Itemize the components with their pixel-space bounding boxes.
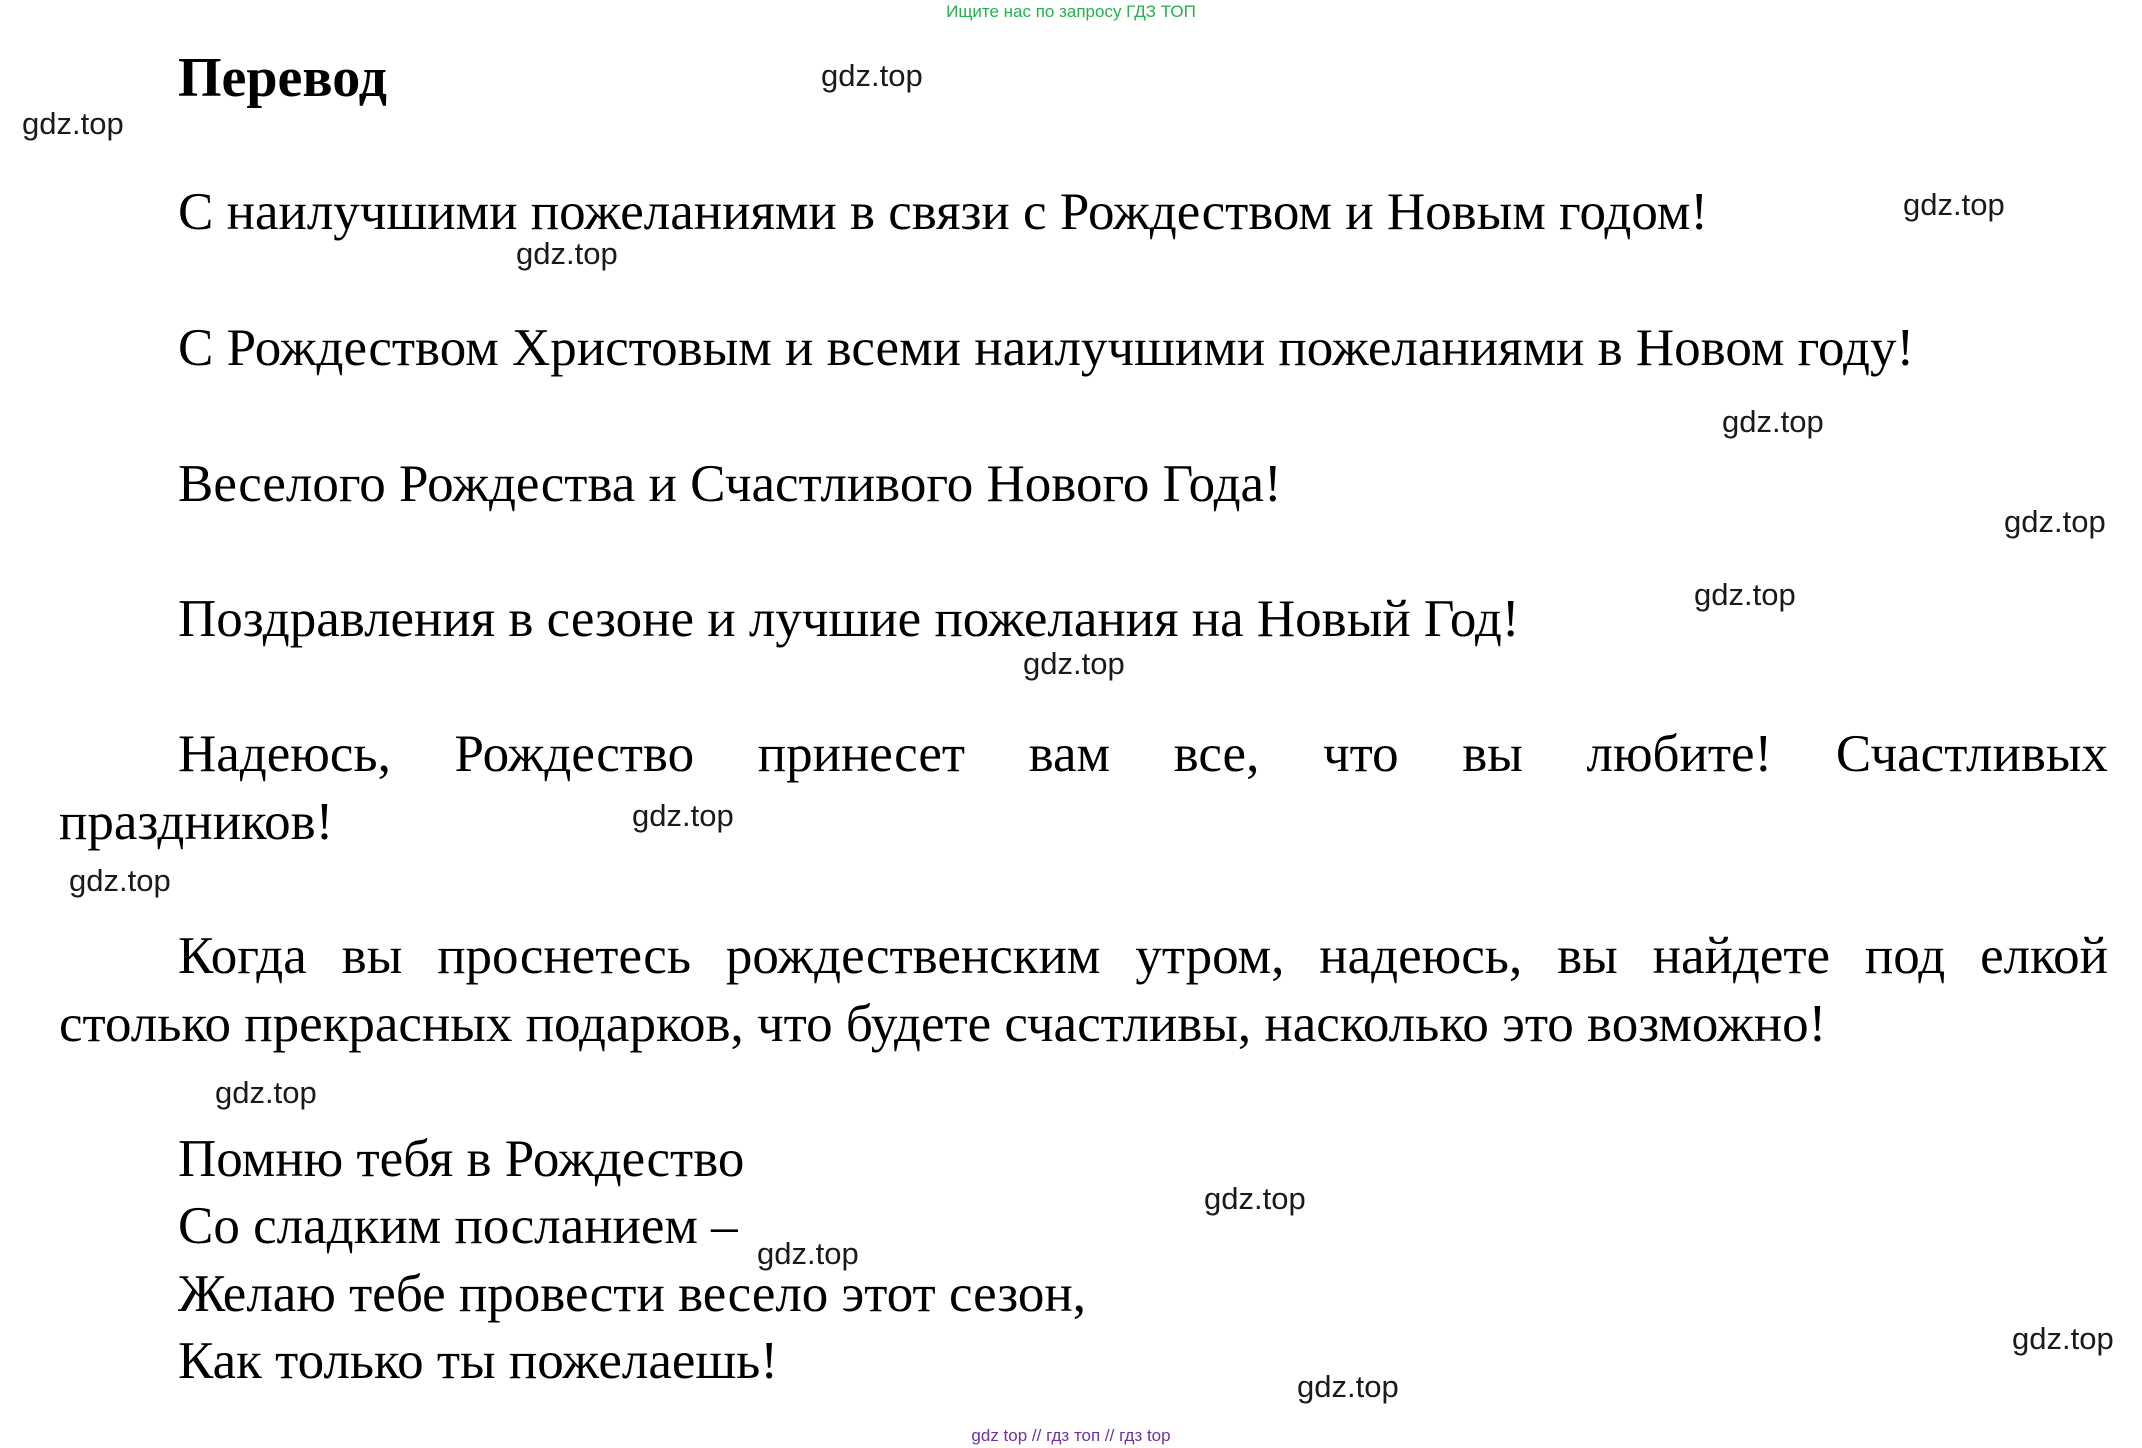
bottom-watermark-note: gdz top // гдз топ // гдз top [971, 1426, 1171, 1445]
paragraph-5-line-2: праздников! [59, 793, 334, 851]
watermark: gdz.top [69, 863, 171, 898]
paragraph-6-line-1: Когда вы проснетесь рождественским утром, надеюсь, вы найдете под елкой [178, 927, 2108, 985]
watermark: gdz.top [2012, 1321, 2114, 1356]
paragraph-4: Поздравления в сезоне и лучшие пожелания на Новый Год! [178, 590, 1520, 648]
watermark: gdz.top [1694, 577, 1796, 612]
watermark: gdz.top [516, 236, 618, 271]
watermark: gdz.top [821, 58, 923, 93]
watermark: gdz.top [22, 106, 124, 141]
watermark: gdz.top [1204, 1181, 1306, 1216]
watermark: gdz.top [1023, 646, 1125, 681]
paragraph-2: С Рождеством Христовым и всеми наилучшими пожеланиями в Новом году! [178, 319, 1915, 377]
top-search-note: Ищите нас по запросу ГДЗ ТОП [946, 2, 1196, 21]
poem-line-1: Помню тебя в Рождество [178, 1130, 745, 1188]
paragraph-3: Веселого Рождества и Счастливого Нового Года! [178, 455, 1282, 513]
paragraph-5-line-1: Надеюсь, Рождество принесет вам все, что вы любите! Счастливых [178, 725, 2108, 783]
poem-line-4: Как только ты пожелаешь! [178, 1332, 779, 1390]
poem-line-2: Со сладким посланием – [178, 1197, 738, 1255]
page-title: Перевод [178, 47, 387, 109]
watermark: gdz.top [2004, 504, 2106, 539]
paragraph-1: С наилучшими пожеланиями в связи с Рождеством и Новым годом! [178, 183, 1709, 241]
watermark: gdz.top [632, 798, 734, 833]
watermark: gdz.top [1297, 1369, 1399, 1404]
watermark: gdz.top [1903, 187, 2005, 222]
watermark: gdz.top [215, 1075, 317, 1110]
watermark: gdz.top [1722, 404, 1824, 439]
poem-line-3: Желаю тебе провести весело этот сезон, [178, 1265, 1087, 1323]
paragraph-6-line-2: столько прекрасных подарков, что будете счастливы, насколько это возможно! [59, 995, 1827, 1053]
watermark: gdz.top [757, 1236, 859, 1271]
